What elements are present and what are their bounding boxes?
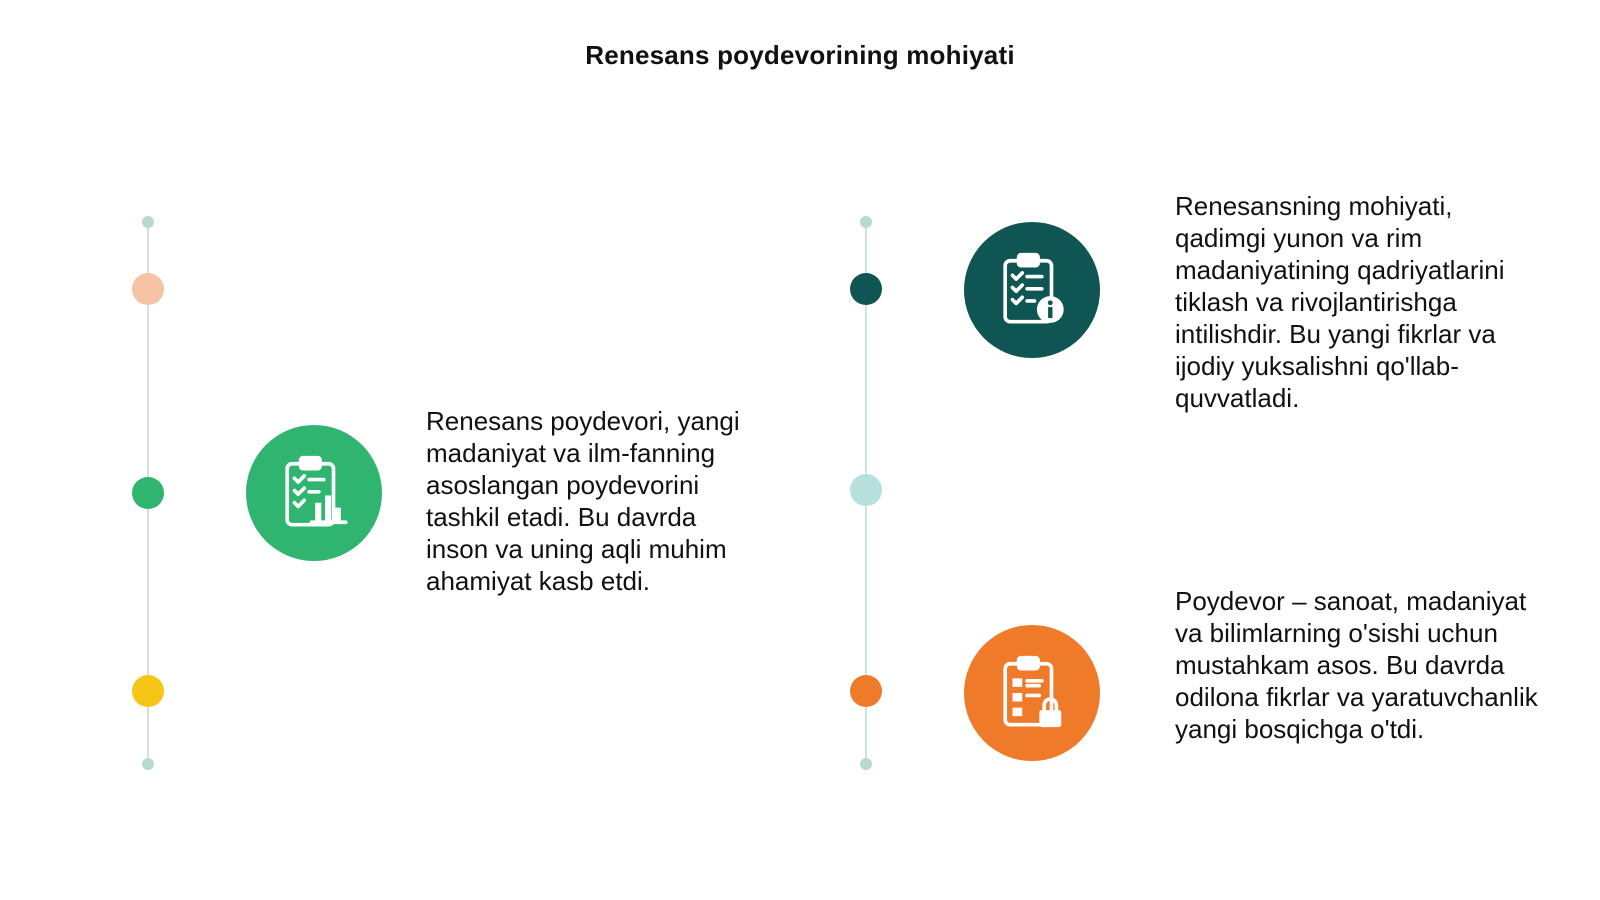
timeline-end-dot <box>860 758 872 770</box>
left-timeline <box>128 0 168 900</box>
timeline-end-dot <box>142 216 154 228</box>
timeline-dot-dark-teal <box>850 273 882 305</box>
clipboard-chart-icon <box>246 425 382 561</box>
clipboard-info-icon <box>964 222 1100 358</box>
timeline-dot-orange <box>850 675 882 707</box>
page-title: Renesans poydevorining mohiyati <box>585 40 1015 70</box>
right-timeline <box>846 0 886 900</box>
timeline-end-dot <box>860 216 872 228</box>
timeline-dot-light-teal <box>850 474 882 506</box>
item-text: Poydevor – sanoat, madaniyat va bilimlarning o'sishi uchun mustahkam asos. Bu davrda odilona fikrlar va yaratuvchanlik yangi bosqichga o'tdi. <box>1175 586 1538 744</box>
timeline-end-dot <box>142 758 154 770</box>
clipboard-lock-icon <box>964 625 1100 761</box>
timeline-dot-peach <box>132 273 164 305</box>
item-text: Renesansning mohiyati, qadimgi yunon va rim madaniyatining qadriyatlarini tiklash va rivojlantirishga intilishdir. Bu yangi fikrlar va ijodiy yuksalishni qo'llab-quvvatladi. <box>1175 191 1505 413</box>
item-text: Renesans poydevori, yangi madaniyat va ilm-fanning asoslangan poydevorini tashkil etadi. Bu davrda inson va uning aqli muhim ahamiyat kasb etdi. <box>426 406 740 596</box>
timeline-dot-green <box>132 477 164 509</box>
timeline-dot-yellow <box>132 675 164 707</box>
